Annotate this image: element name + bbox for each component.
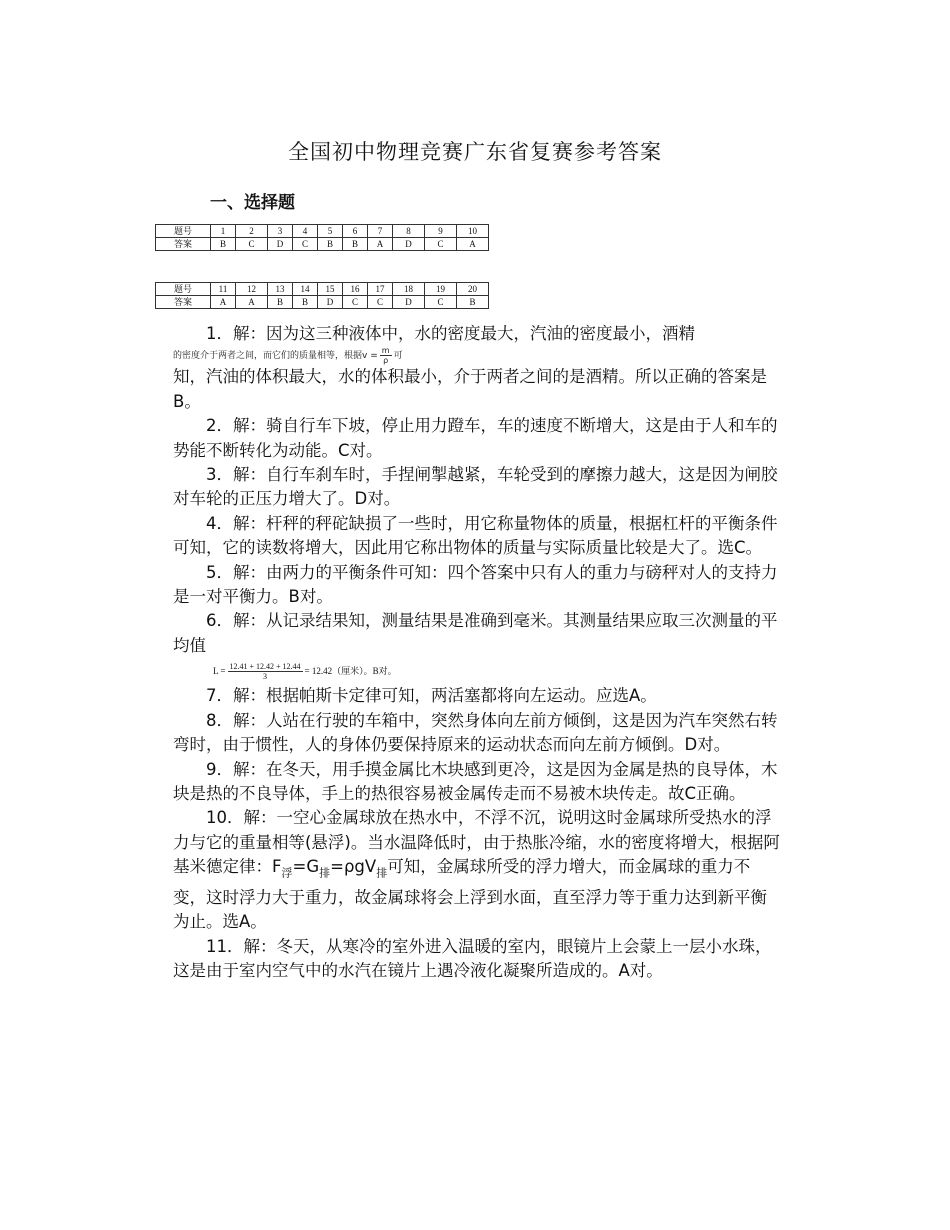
- table-cell: 13: [268, 283, 293, 296]
- answer-1-small-text: 的密度介于两者之间，而它们的质量相等，根据v = $\frac{m}{\rho}$ 可: [173, 346, 403, 366]
- answer-11: 11．解：冬天，从寒冷的室外进入温暖的室内，眼镜片上会蒙上一层小水珠，这是由于室内空气中的水汽在镜片上遇冷液化凝聚所造成的。A对。: [173, 936, 772, 981]
- fraction-m-over-rho: $\frac{m}{\rho}$: [381, 346, 390, 366]
- table-cell: 17: [368, 283, 393, 296]
- table-header-cell: 题号: [156, 225, 211, 238]
- table-cell: 4: [293, 225, 318, 238]
- table-cell: 12: [236, 283, 268, 296]
- table-cell: D: [268, 238, 293, 251]
- table-cell: A: [457, 238, 489, 251]
- table-header-cell: 答案: [156, 296, 211, 309]
- table-cell: 11: [211, 283, 236, 296]
- table-row-answers: [156, 238, 489, 251]
- answer-1: [173, 322, 783, 365]
- answer-10: 10．解：一空心金属球放在热水中，不浮不沉，说明这时金属球所受热水的浮力与它的重量相等(悬浮)。当水温降低时，由于热胀冷缩，水的密度将增大，根据阿基米德定律：$F_浮=G_排=\rho gV_排$可知，金属球所受的浮力增大，而金属球的重力不变，这时浮力大于重力，故金属球将会上浮到水面，直至浮力等于重力达到新平衡为止。选A。: [173, 808, 780, 932]
- table-cell: 10: [457, 225, 489, 238]
- table-cell: C: [236, 238, 268, 251]
- table-cell: C: [425, 238, 457, 251]
- table-cell: B: [293, 296, 318, 309]
- table-cell: B: [457, 296, 489, 309]
- table-cell: C: [343, 296, 368, 309]
- table-cell: 1: [211, 225, 236, 238]
- table-cell: D: [393, 296, 425, 309]
- table-row-numbers: [156, 225, 489, 238]
- table-cell: B: [268, 296, 293, 309]
- answer-5: 5．解：由两力的平衡条件可知：四个答案中只有人的重力与磅秤对人的支持力是一对平衡力。B对。: [173, 562, 778, 607]
- table-row-numbers: [156, 283, 489, 296]
- fraction-average: $\frac{12.41 + 12.42 + 12.44}{3}$: [229, 661, 301, 681]
- answer-1-line1: 1．解：因为这三种液体中，水的密度最大，汽油的密度最小，酒精: [206, 324, 695, 343]
- table-cell: 7: [368, 225, 393, 238]
- answer-7: 7．解：根据帕斯卡定律可知，两活塞都将向左运动。应选A。: [206, 686, 657, 706]
- section-heading: 一、选择题: [210, 193, 295, 213]
- table-cell: B: [343, 238, 368, 251]
- table-cell: D: [318, 296, 343, 309]
- table-row-answers: [156, 296, 489, 309]
- table-cell: 15: [318, 283, 343, 296]
- table-cell: C: [425, 296, 457, 309]
- table-cell: 16: [343, 283, 368, 296]
- answer-6: 6．解：从记录结果知，测量结果是准确到毫米。其测量结果应取三次测量的平均值: [173, 611, 778, 655]
- table-header-cell: 答案: [156, 238, 211, 251]
- table-cell: 14: [293, 283, 318, 296]
- table-cell: A: [236, 296, 268, 309]
- answer-table-2: [155, 282, 489, 309]
- table-cell: 2: [236, 225, 268, 238]
- table-cell: C: [293, 238, 318, 251]
- table-cell: 8: [393, 225, 425, 238]
- table-cell: 3: [268, 225, 293, 238]
- answer-4: 4．解：杆秤的秤砣缺损了一些时，用它称量物体的质量，根据杠杆的平衡条件可知，它的读数将增大，因此用它称出物体的质量与实际质量比较是大了。选C。: [173, 513, 778, 558]
- answer-1-continued: 知，汽油的体积最大，水的体积最小，介于两者之间的是酒精。所以正确的答案是B。: [173, 367, 767, 411]
- document-title: 全国初中物理竞赛广东省复赛参考答案: [288, 140, 662, 164]
- table-cell: 20: [457, 283, 489, 296]
- table-cell: C: [368, 296, 393, 309]
- table-cell: A: [211, 296, 236, 309]
- table-cell: 6: [343, 225, 368, 238]
- table-cell: 5: [318, 225, 343, 238]
- answer-2: 2．解：骑自行车下坡，停止用力蹬车，车的速度不断增大，这是由于人和车的势能不断转化为动能。C对。: [173, 416, 778, 460]
- table-header-cell: 题号: [156, 283, 211, 296]
- answer-6-formula: L = $\frac{12.41 + 12.42 + 12.44}{3}$ = 12.42（厘米）。B对。: [213, 661, 397, 681]
- table-cell: 19: [425, 283, 457, 296]
- answer-9: 9．解：在冬天，用手摸金属比木块感到更冷，这是因为金属是热的良导体，木块是热的不良导体，手上的热很容易被金属传走而不易被木块传走。故C正确。: [173, 759, 778, 803]
- answer-3: 3．解：自行车刹车时，手捏闸掣越紧，车轮受到的摩擦力越大，这是因为闸胶对车轮的正压力增大了。D对。: [173, 465, 778, 509]
- table-cell: A: [368, 238, 393, 251]
- answer-explanations: [173, 322, 783, 983]
- answer-8: 8．解：人站在行驶的车箱中，突然身体向左前方倾倒，这是因为汽车突然右转弯时，由于惯性，人的身体仍要保持原来的运动状态而向左前方倾倒。D对。: [173, 710, 778, 755]
- table-cell: D: [393, 238, 425, 251]
- table-cell: B: [211, 238, 236, 251]
- table-cell: 9: [425, 225, 457, 238]
- answer-table-1: [155, 224, 489, 251]
- table-cell: 18: [393, 283, 425, 296]
- table-cell: B: [318, 238, 343, 251]
